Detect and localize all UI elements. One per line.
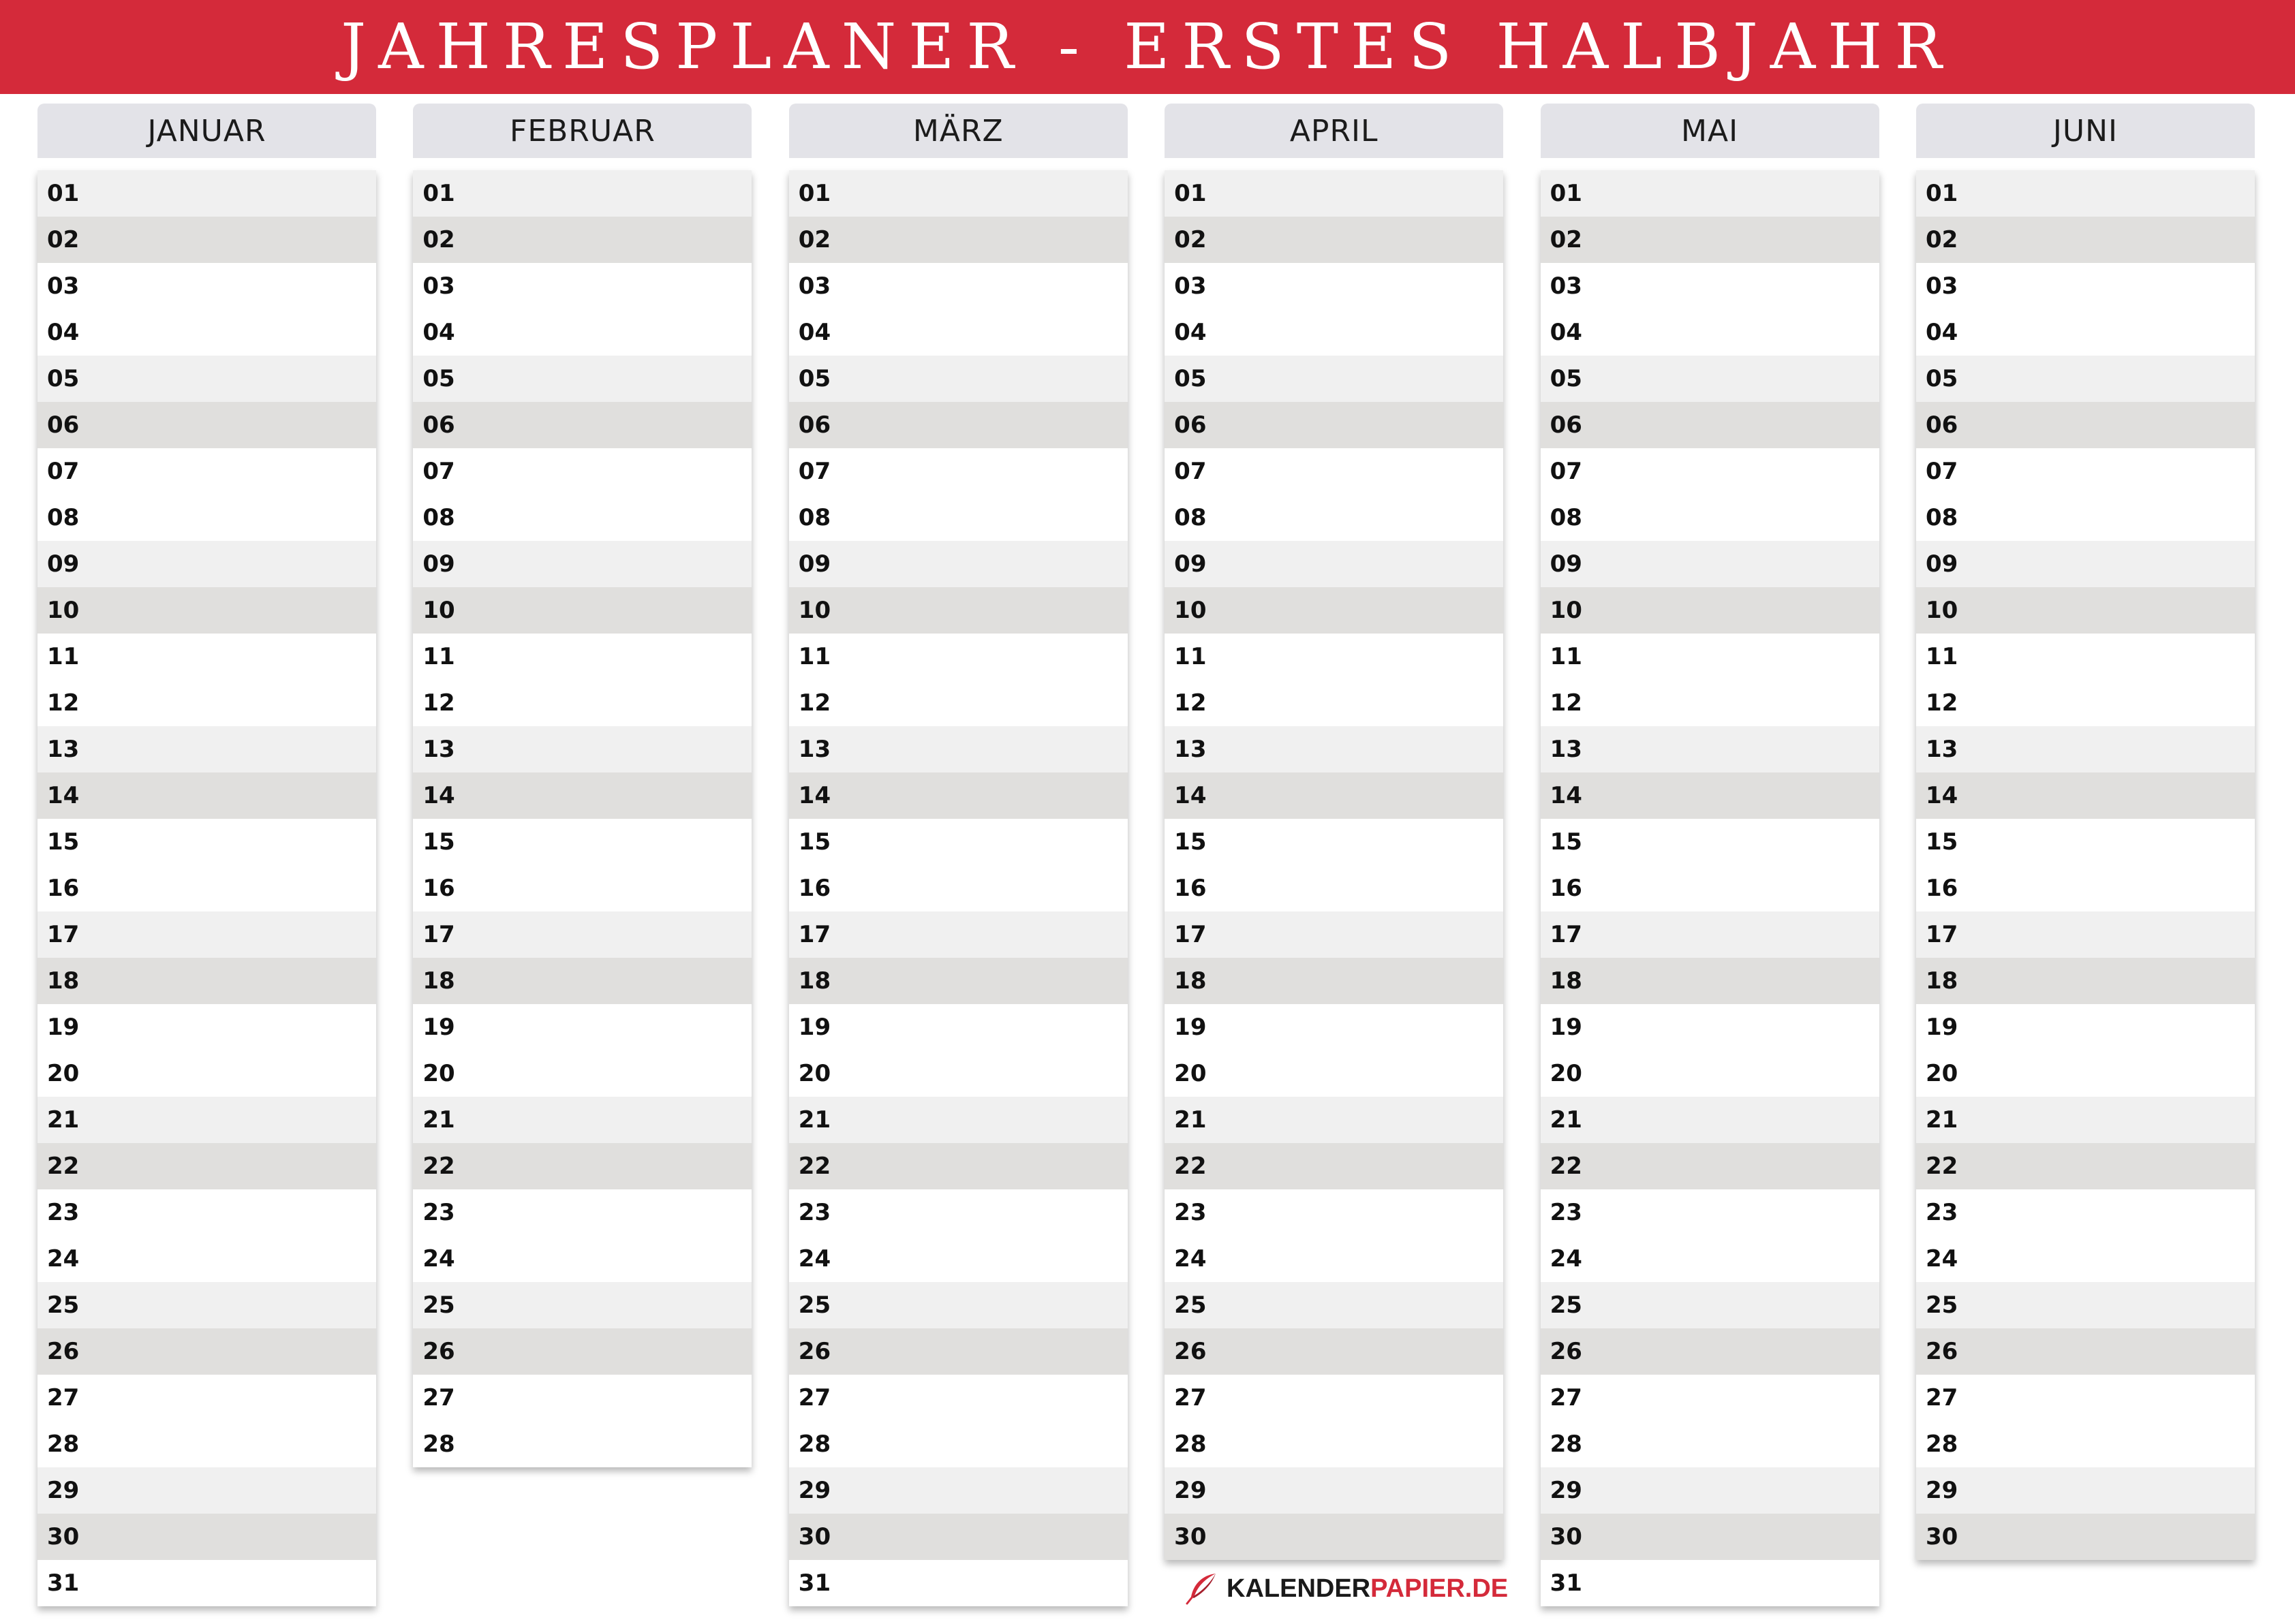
- day-row: 22: [1916, 1143, 2255, 1189]
- day-row: 05: [37, 356, 376, 402]
- day-row: 25: [1165, 1282, 1503, 1328]
- day-row: 14: [413, 772, 752, 819]
- day-row: 05: [789, 356, 1128, 402]
- month-header: FEBRUAR: [413, 104, 752, 158]
- day-row: 27: [1541, 1375, 1879, 1421]
- brand-logo: [1184, 1570, 1508, 1608]
- day-row: 03: [1916, 263, 2255, 309]
- day-row: 07: [413, 448, 752, 495]
- day-row: 07: [1916, 448, 2255, 495]
- day-row: 15: [1916, 819, 2255, 865]
- day-row: 10: [1541, 587, 1879, 634]
- day-row: 14: [1916, 772, 2255, 819]
- day-row: 31: [1541, 1560, 1879, 1606]
- day-row: 15: [1541, 819, 1879, 865]
- day-row: 28: [1165, 1421, 1503, 1467]
- day-row: 20: [789, 1050, 1128, 1097]
- day-row: 29: [1165, 1467, 1503, 1514]
- day-row: 14: [1541, 772, 1879, 819]
- day-row: 06: [1165, 402, 1503, 448]
- day-row: 08: [37, 495, 376, 541]
- day-row: 25: [37, 1282, 376, 1328]
- day-row: 04: [413, 309, 752, 356]
- page-title: JAHRESPLANER - ERSTES HALBJAHR: [341, 10, 1954, 83]
- day-row: 25: [789, 1282, 1128, 1328]
- day-row: 11: [413, 634, 752, 680]
- day-row: 26: [1541, 1328, 1879, 1375]
- day-row: 22: [1165, 1143, 1503, 1189]
- month-column: [789, 104, 1128, 1606]
- day-list: [1165, 170, 1503, 1560]
- day-row: 30: [37, 1514, 376, 1560]
- day-row: 09: [789, 541, 1128, 587]
- month-header: JUNI: [1916, 104, 2255, 158]
- day-row: 20: [413, 1050, 752, 1097]
- day-row: 23: [1916, 1189, 2255, 1236]
- day-row: 18: [1916, 958, 2255, 1004]
- day-row: 13: [789, 726, 1128, 772]
- day-row: 18: [413, 958, 752, 1004]
- day-row: 22: [1541, 1143, 1879, 1189]
- day-list: [789, 170, 1128, 1606]
- title-bar: [0, 0, 2295, 94]
- day-row: 04: [1541, 309, 1879, 356]
- day-row: 16: [789, 865, 1128, 911]
- day-row: 01: [789, 170, 1128, 217]
- month-header: MAI: [1541, 104, 1879, 158]
- day-row: 17: [1916, 911, 2255, 958]
- day-row: 15: [413, 819, 752, 865]
- day-row: 12: [413, 680, 752, 726]
- month-column: [1916, 104, 2255, 1606]
- day-row: 13: [413, 726, 752, 772]
- day-row: 06: [1916, 402, 2255, 448]
- day-row: 25: [1541, 1282, 1879, 1328]
- day-row: 08: [1916, 495, 2255, 541]
- day-row: 05: [413, 356, 752, 402]
- day-row: 24: [789, 1236, 1128, 1282]
- day-row: 13: [37, 726, 376, 772]
- day-row: 28: [413, 1421, 752, 1467]
- day-row: 09: [1916, 541, 2255, 587]
- day-row: 28: [789, 1421, 1128, 1467]
- day-row: 30: [789, 1514, 1128, 1560]
- day-row: 19: [1541, 1004, 1879, 1050]
- day-row: 07: [1541, 448, 1879, 495]
- day-row: 28: [1541, 1421, 1879, 1467]
- day-row: 03: [789, 263, 1128, 309]
- day-row: 16: [413, 865, 752, 911]
- day-row: 19: [1165, 1004, 1503, 1050]
- day-row: 27: [37, 1375, 376, 1421]
- day-row: 01: [1541, 170, 1879, 217]
- day-row: 02: [1165, 217, 1503, 263]
- day-row: 02: [37, 217, 376, 263]
- day-row: 06: [1541, 402, 1879, 448]
- logo-text-part2: PAPIER.DE: [1370, 1574, 1509, 1603]
- day-row: 21: [37, 1097, 376, 1143]
- day-row: 05: [1165, 356, 1503, 402]
- month-column: [1541, 104, 1879, 1606]
- day-row: 08: [789, 495, 1128, 541]
- day-row: 17: [1541, 911, 1879, 958]
- day-row: 05: [1541, 356, 1879, 402]
- day-row: 29: [789, 1467, 1128, 1514]
- day-row: 11: [37, 634, 376, 680]
- day-row: 10: [1165, 587, 1503, 634]
- day-row: 01: [1165, 170, 1503, 217]
- day-row: 23: [37, 1189, 376, 1236]
- day-row: 18: [1541, 958, 1879, 1004]
- month-column: [413, 104, 752, 1606]
- day-row: 14: [1165, 772, 1503, 819]
- day-row: 16: [1165, 865, 1503, 911]
- day-row: 09: [1165, 541, 1503, 587]
- month-header: MÄRZ: [789, 104, 1128, 158]
- day-row: 22: [413, 1143, 752, 1189]
- day-row: 06: [37, 402, 376, 448]
- day-row: 20: [1916, 1050, 2255, 1097]
- day-row: 09: [413, 541, 752, 587]
- day-row: 23: [1541, 1189, 1879, 1236]
- day-row: 26: [413, 1328, 752, 1375]
- day-row: 25: [413, 1282, 752, 1328]
- day-row: 12: [1916, 680, 2255, 726]
- day-row: 09: [37, 541, 376, 587]
- day-row: 20: [37, 1050, 376, 1097]
- day-row: 24: [1916, 1236, 2255, 1282]
- day-row: 23: [1165, 1189, 1503, 1236]
- day-list: [37, 170, 376, 1606]
- month-column: [37, 104, 376, 1606]
- day-row: 13: [1541, 726, 1879, 772]
- day-row: 19: [37, 1004, 376, 1050]
- month-header: APRIL: [1165, 104, 1503, 158]
- day-row: 29: [1916, 1467, 2255, 1514]
- day-row: 30: [1165, 1514, 1503, 1560]
- day-row: 17: [789, 911, 1128, 958]
- day-row: 12: [1165, 680, 1503, 726]
- day-row: 21: [1916, 1097, 2255, 1143]
- day-row: 02: [1916, 217, 2255, 263]
- day-row: 12: [37, 680, 376, 726]
- day-row: 16: [37, 865, 376, 911]
- day-row: 24: [1541, 1236, 1879, 1282]
- day-row: 30: [1541, 1514, 1879, 1560]
- day-row: 03: [37, 263, 376, 309]
- day-row: 26: [789, 1328, 1128, 1375]
- day-row: 10: [1916, 587, 2255, 634]
- day-row: 18: [789, 958, 1128, 1004]
- day-row: 01: [413, 170, 752, 217]
- day-row: 26: [1916, 1328, 2255, 1375]
- day-row: 10: [413, 587, 752, 634]
- day-row: 23: [413, 1189, 752, 1236]
- day-row: 21: [1165, 1097, 1503, 1143]
- day-row: 22: [37, 1143, 376, 1189]
- day-row: 13: [1165, 726, 1503, 772]
- day-row: 26: [37, 1328, 376, 1375]
- day-row: 14: [789, 772, 1128, 819]
- month-header: JANUAR: [37, 104, 376, 158]
- day-row: 06: [413, 402, 752, 448]
- day-row: 03: [1541, 263, 1879, 309]
- day-row: 22: [789, 1143, 1128, 1189]
- day-row: 19: [1916, 1004, 2255, 1050]
- day-row: 19: [413, 1004, 752, 1050]
- day-row: 02: [789, 217, 1128, 263]
- day-row: 10: [789, 587, 1128, 634]
- day-row: 31: [37, 1560, 376, 1606]
- day-row: 11: [1165, 634, 1503, 680]
- day-row: 04: [789, 309, 1128, 356]
- day-row: 02: [1541, 217, 1879, 263]
- day-row: 08: [1165, 495, 1503, 541]
- day-row: 27: [789, 1375, 1128, 1421]
- day-row: 14: [37, 772, 376, 819]
- day-row: 11: [789, 634, 1128, 680]
- day-row: 11: [1541, 634, 1879, 680]
- day-row: 17: [1165, 911, 1503, 958]
- day-row: 03: [413, 263, 752, 309]
- day-row: 16: [1541, 865, 1879, 911]
- day-row: 31: [789, 1560, 1128, 1606]
- day-row: 21: [413, 1097, 752, 1143]
- day-row: 24: [1165, 1236, 1503, 1282]
- day-row: 26: [1165, 1328, 1503, 1375]
- day-row: 27: [413, 1375, 752, 1421]
- day-row: 19: [789, 1004, 1128, 1050]
- day-row: 28: [37, 1421, 376, 1467]
- day-row: 27: [1165, 1375, 1503, 1421]
- day-row: 24: [37, 1236, 376, 1282]
- day-row: 18: [37, 958, 376, 1004]
- day-row: 12: [789, 680, 1128, 726]
- day-row: 07: [1165, 448, 1503, 495]
- day-row: 10: [37, 587, 376, 634]
- day-row: 13: [1916, 726, 2255, 772]
- day-row: 25: [1916, 1282, 2255, 1328]
- day-row: 09: [1541, 541, 1879, 587]
- day-row: 21: [789, 1097, 1128, 1143]
- day-row: 15: [789, 819, 1128, 865]
- day-row: 05: [1916, 356, 2255, 402]
- day-row: 12: [1541, 680, 1879, 726]
- day-row: 20: [1541, 1050, 1879, 1097]
- day-row: 28: [1916, 1421, 2255, 1467]
- day-row: 04: [37, 309, 376, 356]
- day-row: 01: [1916, 170, 2255, 217]
- day-row: 17: [37, 911, 376, 958]
- day-row: 24: [413, 1236, 752, 1282]
- months-grid: [37, 104, 2255, 1606]
- day-row: 29: [37, 1467, 376, 1514]
- day-row: 18: [1165, 958, 1503, 1004]
- day-row: 27: [1916, 1375, 2255, 1421]
- day-row: 16: [1916, 865, 2255, 911]
- day-row: 23: [789, 1189, 1128, 1236]
- day-row: 06: [789, 402, 1128, 448]
- day-row: 08: [413, 495, 752, 541]
- day-row: 04: [1165, 309, 1503, 356]
- month-column: [1165, 104, 1503, 1606]
- day-row: 07: [37, 448, 376, 495]
- feather-icon: [1184, 1571, 1220, 1606]
- day-row: 15: [1165, 819, 1503, 865]
- day-row: 17: [413, 911, 752, 958]
- day-list: [1916, 170, 2255, 1560]
- day-row: 15: [37, 819, 376, 865]
- day-row: 01: [37, 170, 376, 217]
- day-row: 04: [1916, 309, 2255, 356]
- day-row: 11: [1916, 634, 2255, 680]
- day-row: 21: [1541, 1097, 1879, 1143]
- day-row: 08: [1541, 495, 1879, 541]
- day-row: 02: [413, 217, 752, 263]
- day-list: [413, 170, 752, 1467]
- day-row: 29: [1541, 1467, 1879, 1514]
- day-row: 07: [789, 448, 1128, 495]
- day-row: 20: [1165, 1050, 1503, 1097]
- day-list: [1541, 170, 1879, 1606]
- day-row: 30: [1916, 1514, 2255, 1560]
- logo-text-part1: KALENDER: [1227, 1574, 1371, 1603]
- day-row: 03: [1165, 263, 1503, 309]
